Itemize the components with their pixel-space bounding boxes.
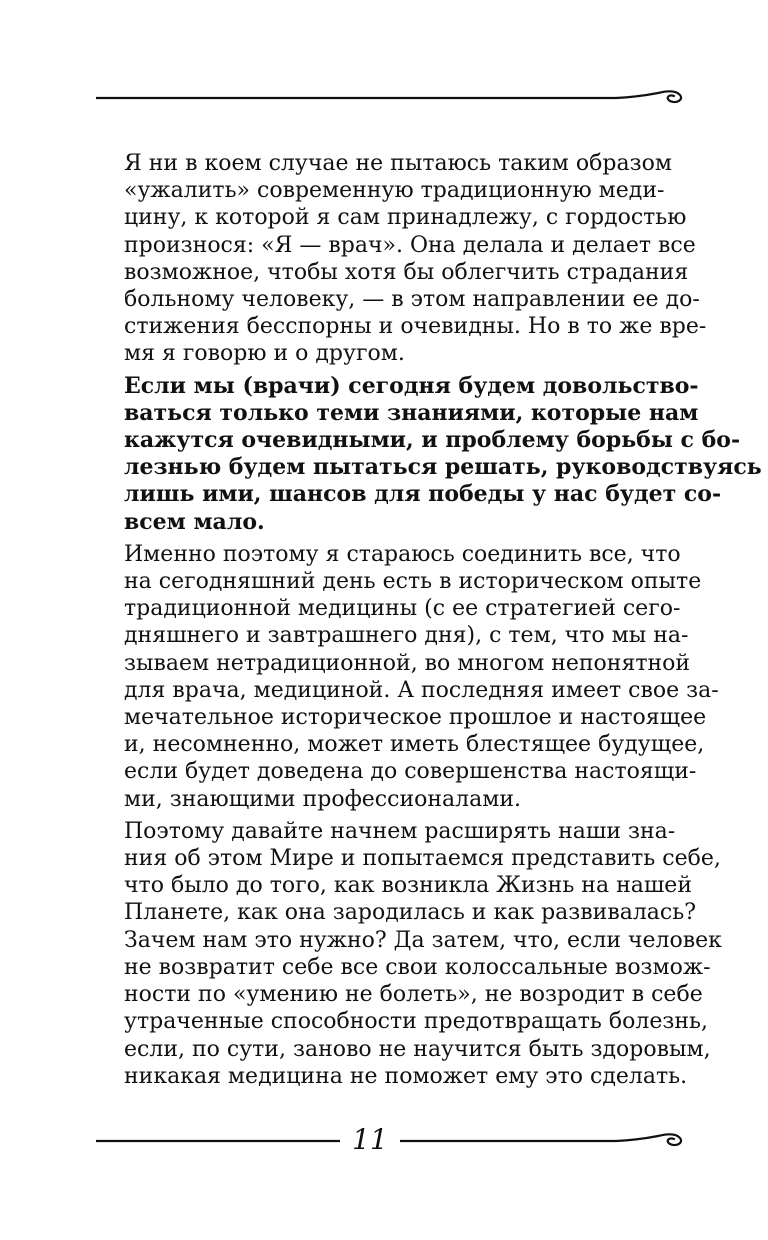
text-line: возможное, чтобы хотя бы облегчить страдания bbox=[124, 259, 689, 285]
text-line: дняшнего и завтрашнего дня), с тем, что мы на- bbox=[124, 623, 689, 649]
text-line: Зачем нам это нужно? Да затем, что, если человек bbox=[124, 927, 722, 953]
text-line: ности по «умению не болеть», не возродит в себе bbox=[124, 982, 703, 1008]
text-line: больному человеку, — в этом направлении ее до- bbox=[124, 287, 700, 313]
text-line: ми, знающими профессионалами. bbox=[124, 786, 521, 812]
top-decorative-rule bbox=[96, 84, 686, 108]
text-line: Планете, как она зародилась и как развивалась? bbox=[124, 900, 696, 926]
page-number: 11 bbox=[352, 1123, 388, 1156]
text-line: не возвратит себе все свои колоссальные возмож- bbox=[124, 954, 711, 980]
text-line: мя я говорю и о другом. bbox=[124, 341, 405, 367]
text-line: ваться только теми знаниями, которые нам bbox=[124, 399, 699, 426]
text-line: Именно поэтому я стараюсь соединить все, что bbox=[124, 541, 681, 567]
text-line: лишь ими, шансов для победы у нас будет со- bbox=[124, 481, 722, 508]
text-line: никакая медицина не поможет ему это сделать. bbox=[124, 1063, 688, 1089]
text-line: Я ни в коем случае не пытаюсь таким образом bbox=[124, 151, 672, 176]
text-line: утраченные способности предотвращать болезнь, bbox=[124, 1009, 708, 1035]
text-line: Если мы (врачи) сегодня будем довольство- bbox=[124, 372, 699, 399]
text-line: мечательное историческое прошлое и настоящее bbox=[124, 705, 707, 731]
text-line: ния об этом Мире и попытаемся представить себе, bbox=[124, 846, 721, 872]
paragraph-3 bbox=[96, 541, 719, 813]
text-line: произнося: «Я — врач». Она делала и делает все bbox=[124, 232, 696, 258]
text-line: на сегодняшний день есть в историческом опыте bbox=[124, 569, 702, 595]
text-line: если, по сути, заново не научится быть здоровым, bbox=[124, 1036, 711, 1062]
text-line: всем мало. bbox=[124, 508, 265, 535]
text-line: зываем нетрадиционной, во многом непонятной bbox=[124, 650, 691, 676]
paragraph-1 bbox=[96, 150, 707, 368]
paragraph-4 bbox=[96, 818, 722, 1090]
text-line: стижения бесспорны и очевидны. Но в то же вре- bbox=[124, 314, 707, 340]
text-line: и, несомненно, может иметь блестящее будущее, bbox=[124, 732, 705, 758]
text-line: лезнью будем пытаться решать, руководствуясь bbox=[124, 454, 762, 481]
paragraph-2-bold bbox=[96, 372, 762, 536]
text-line: традиционной медицины (с ее стратегией сего- bbox=[124, 596, 681, 622]
main-text bbox=[96, 150, 762, 1095]
text-line: что было до того, как возникла Жизнь на нашей bbox=[124, 873, 692, 899]
text-line: для врача, медициной. А последняя имеет свое за- bbox=[124, 677, 719, 703]
text-line: цину, к которой я сам принадлежу, с гордостью bbox=[124, 205, 687, 231]
text-line: Поэтому давайте начнем расширять наши зна- bbox=[124, 818, 676, 844]
text-line: «ужалить» современную традиционную меди- bbox=[124, 178, 665, 204]
text-line: кажутся очевидными, и проблему борьбы с бо- bbox=[124, 427, 741, 454]
text-line: если будет доведена до совершенства настоящи- bbox=[124, 759, 697, 785]
